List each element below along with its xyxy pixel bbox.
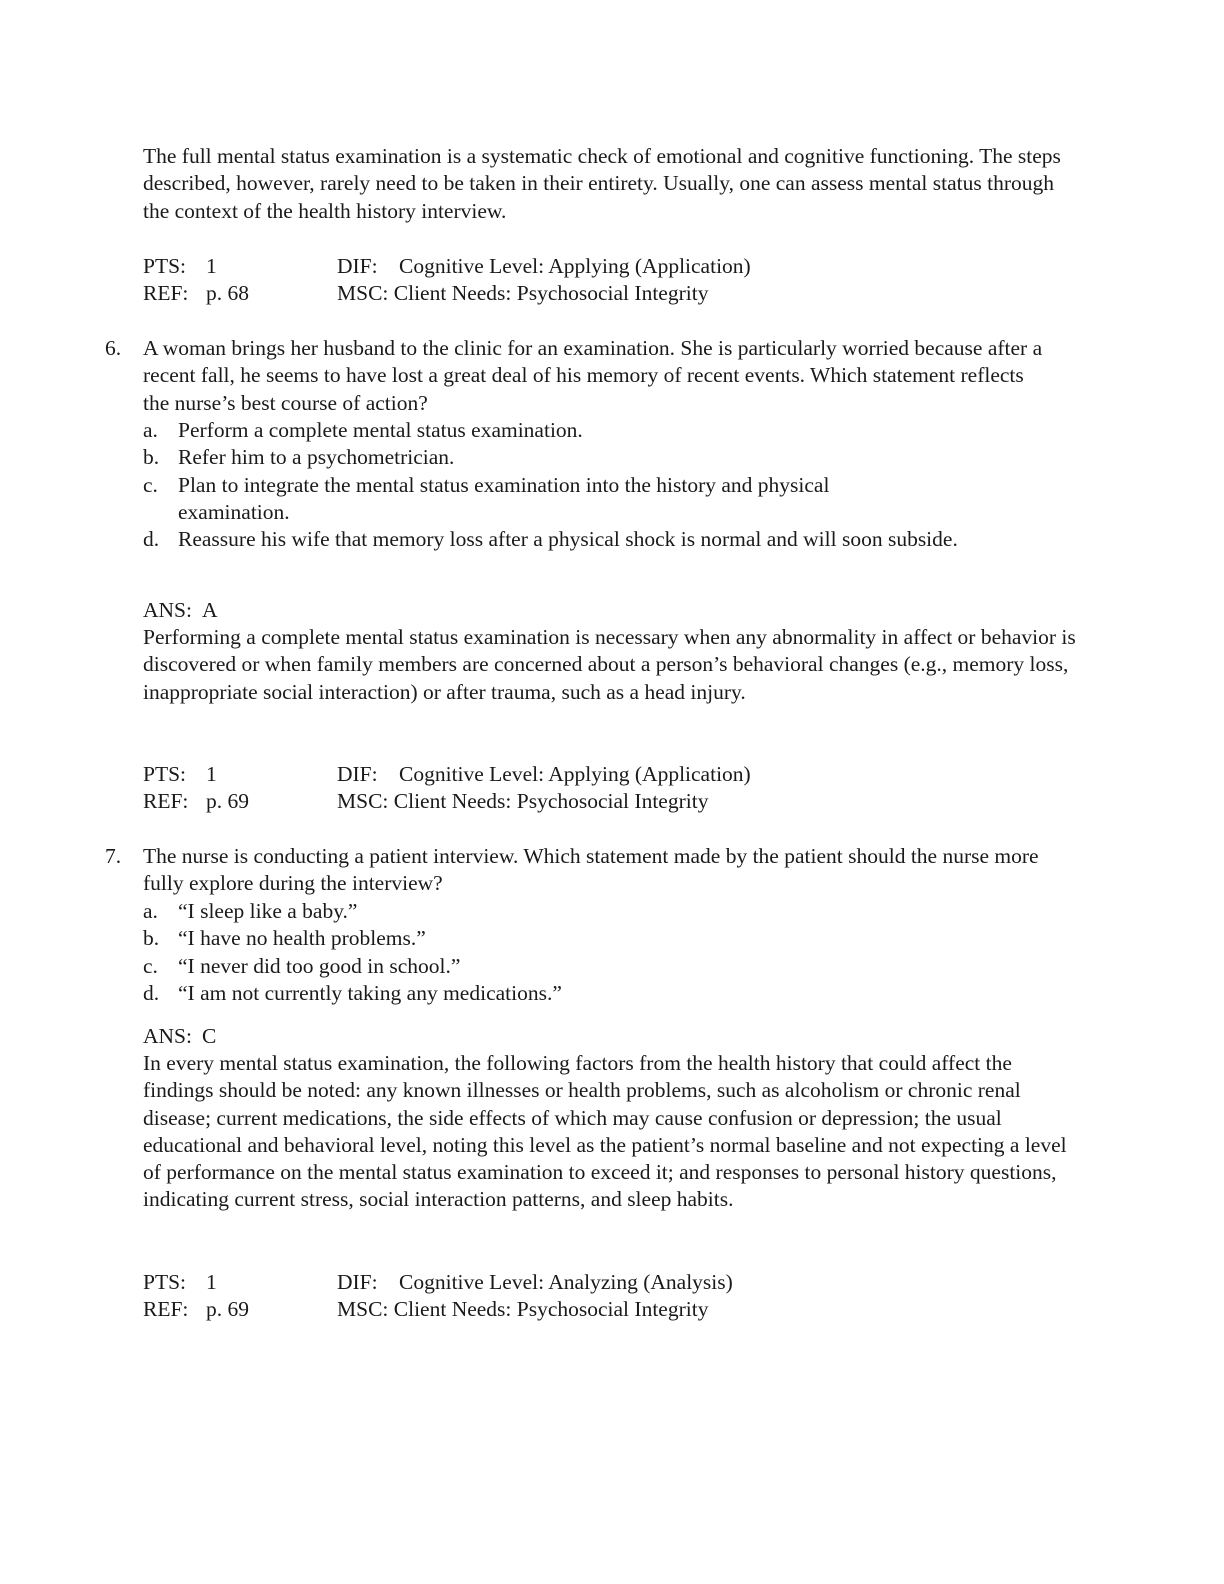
- meta-block-q7: [143, 1269, 1043, 1324]
- choice-letter: d.: [143, 527, 160, 552]
- pts-value: 1: [206, 1270, 217, 1294]
- choice-text: “I never did too good in school.”: [178, 953, 461, 978]
- answer-label: ANS:: [143, 598, 192, 622]
- ref-label: REF:: [143, 789, 189, 814]
- choice-c: [143, 472, 938, 527]
- dif-label: DIF:: [337, 1270, 378, 1294]
- answer-q7: [143, 1023, 216, 1050]
- ref-label: REF:: [143, 281, 189, 306]
- choice-text: “I sleep like a baby.”: [178, 899, 358, 923]
- pts-value: 1: [206, 254, 217, 278]
- choice-b: [143, 925, 1043, 952]
- meta-row-pts: [143, 253, 1043, 280]
- choice-a: [143, 898, 1043, 925]
- choice-letter: d.: [143, 980, 160, 1005]
- dif-value: Cognitive Level: Applying (Application): [399, 762, 751, 786]
- choice-letter: c.: [143, 472, 158, 497]
- pts-value: 1: [206, 762, 217, 786]
- meta-row-ref: [143, 1296, 1043, 1323]
- meta-row-ref: [143, 788, 1043, 815]
- choice-list: [143, 417, 1043, 553]
- choice-text: “I am not currently taking any medications.”: [178, 980, 562, 1005]
- choice-letter: c.: [143, 953, 158, 978]
- choice-list: [143, 898, 1043, 1007]
- choice-text: Plan to integrate the mental status examination into the history and physical examination.: [178, 472, 830, 524]
- dif-value: Cognitive Level: Analyzing (Analysis): [399, 1270, 733, 1294]
- rationale-q5: The full mental status examination is a systematic check of emotional and cognitive functioning. The steps described, however, rarely need to be taken in their entirety. Usually, one can assess mental status through the context of the health history interview.: [143, 144, 1061, 223]
- meta-row-pts: [143, 761, 1043, 788]
- choice-text: Perform a complete mental status examination.: [178, 418, 583, 442]
- choice-text: “I have no health problems.”: [178, 926, 426, 951]
- meta-block-q6: [143, 761, 1043, 816]
- ref-value: p. 68: [206, 281, 249, 306]
- meta-row-ref: [143, 280, 1043, 307]
- pts-label: PTS:: [143, 762, 187, 786]
- answer-q6: [143, 597, 218, 624]
- meta-block-q5: [143, 253, 1043, 308]
- choice-d: [143, 526, 998, 553]
- question-stem: A woman brings her husband to the clinic for an examination. She is particularly worried because after a recent fall, he seems to have lost a great deal of his memory of recent events. Which statement reflects the nurse’s best course of action?: [143, 336, 1043, 415]
- choice-b: [143, 444, 1043, 471]
- ref-value: p. 69: [206, 789, 249, 814]
- answer-value: A: [201, 598, 218, 622]
- choice-letter: a.: [143, 899, 158, 923]
- question-number: 7.: [105, 844, 122, 868]
- pts-label: PTS:: [143, 254, 187, 278]
- answer-label: ANS:: [143, 1024, 192, 1048]
- dif-label: DIF:: [337, 762, 378, 786]
- choice-text: Reassure his wife that memory loss after a physical shock is normal and will soon subside.: [178, 527, 958, 552]
- meta-row-pts: [143, 1269, 1043, 1296]
- pts-label: PTS:: [143, 1270, 187, 1294]
- choice-letter: a.: [143, 418, 158, 442]
- choice-letter: b.: [143, 445, 160, 470]
- dif-label: DIF:: [337, 254, 378, 278]
- choice-d: [143, 980, 1043, 1007]
- rationale-q6: Performing a complete mental status examination is necessary when any abnormality in affect or behavior is discovered or when family members are concerned about a person’s behavioral changes (e.g., memory loss, inappropriate social interaction) or after trauma, such as a head injury.: [143, 625, 1076, 704]
- msc-value: MSC: Client Needs: Psychosocial Integrity: [337, 789, 709, 814]
- question-stem: The nurse is conducting a patient interview. Which statement made by the patient should the nurse more fully explore during the interview?: [143, 844, 1039, 896]
- choice-c: [143, 953, 1043, 980]
- ref-value: p. 69: [206, 1297, 249, 1322]
- msc-value: MSC: Client Needs: Psychosocial Integrity: [337, 281, 709, 306]
- choice-letter: b.: [143, 926, 160, 951]
- ref-label: REF:: [143, 1297, 189, 1322]
- choice-text: Refer him to a psychometrician.: [178, 445, 455, 470]
- msc-value: MSC: Client Needs: Psychosocial Integrity: [337, 1297, 709, 1322]
- rationale-q7: In every mental status examination, the following factors from the health history that could affect the findings should be noted: any known illnesses or health problems, such as alcoholism or chronic renal disease; current medications, the side effects of which may cause confusion or depression; the usual educational and behavioral level, noting this level as the patient’s normal baseline and not expecting a level of performance on the mental status examination to exceed it; and responses to personal history questions, indicating current stress, social interaction patterns, and sleep habits.: [143, 1051, 1067, 1212]
- choice-a: [143, 417, 1043, 444]
- answer-value: C: [201, 1024, 217, 1048]
- dif-value: Cognitive Level: Applying (Application): [399, 254, 751, 278]
- question-number: 6.: [105, 336, 122, 360]
